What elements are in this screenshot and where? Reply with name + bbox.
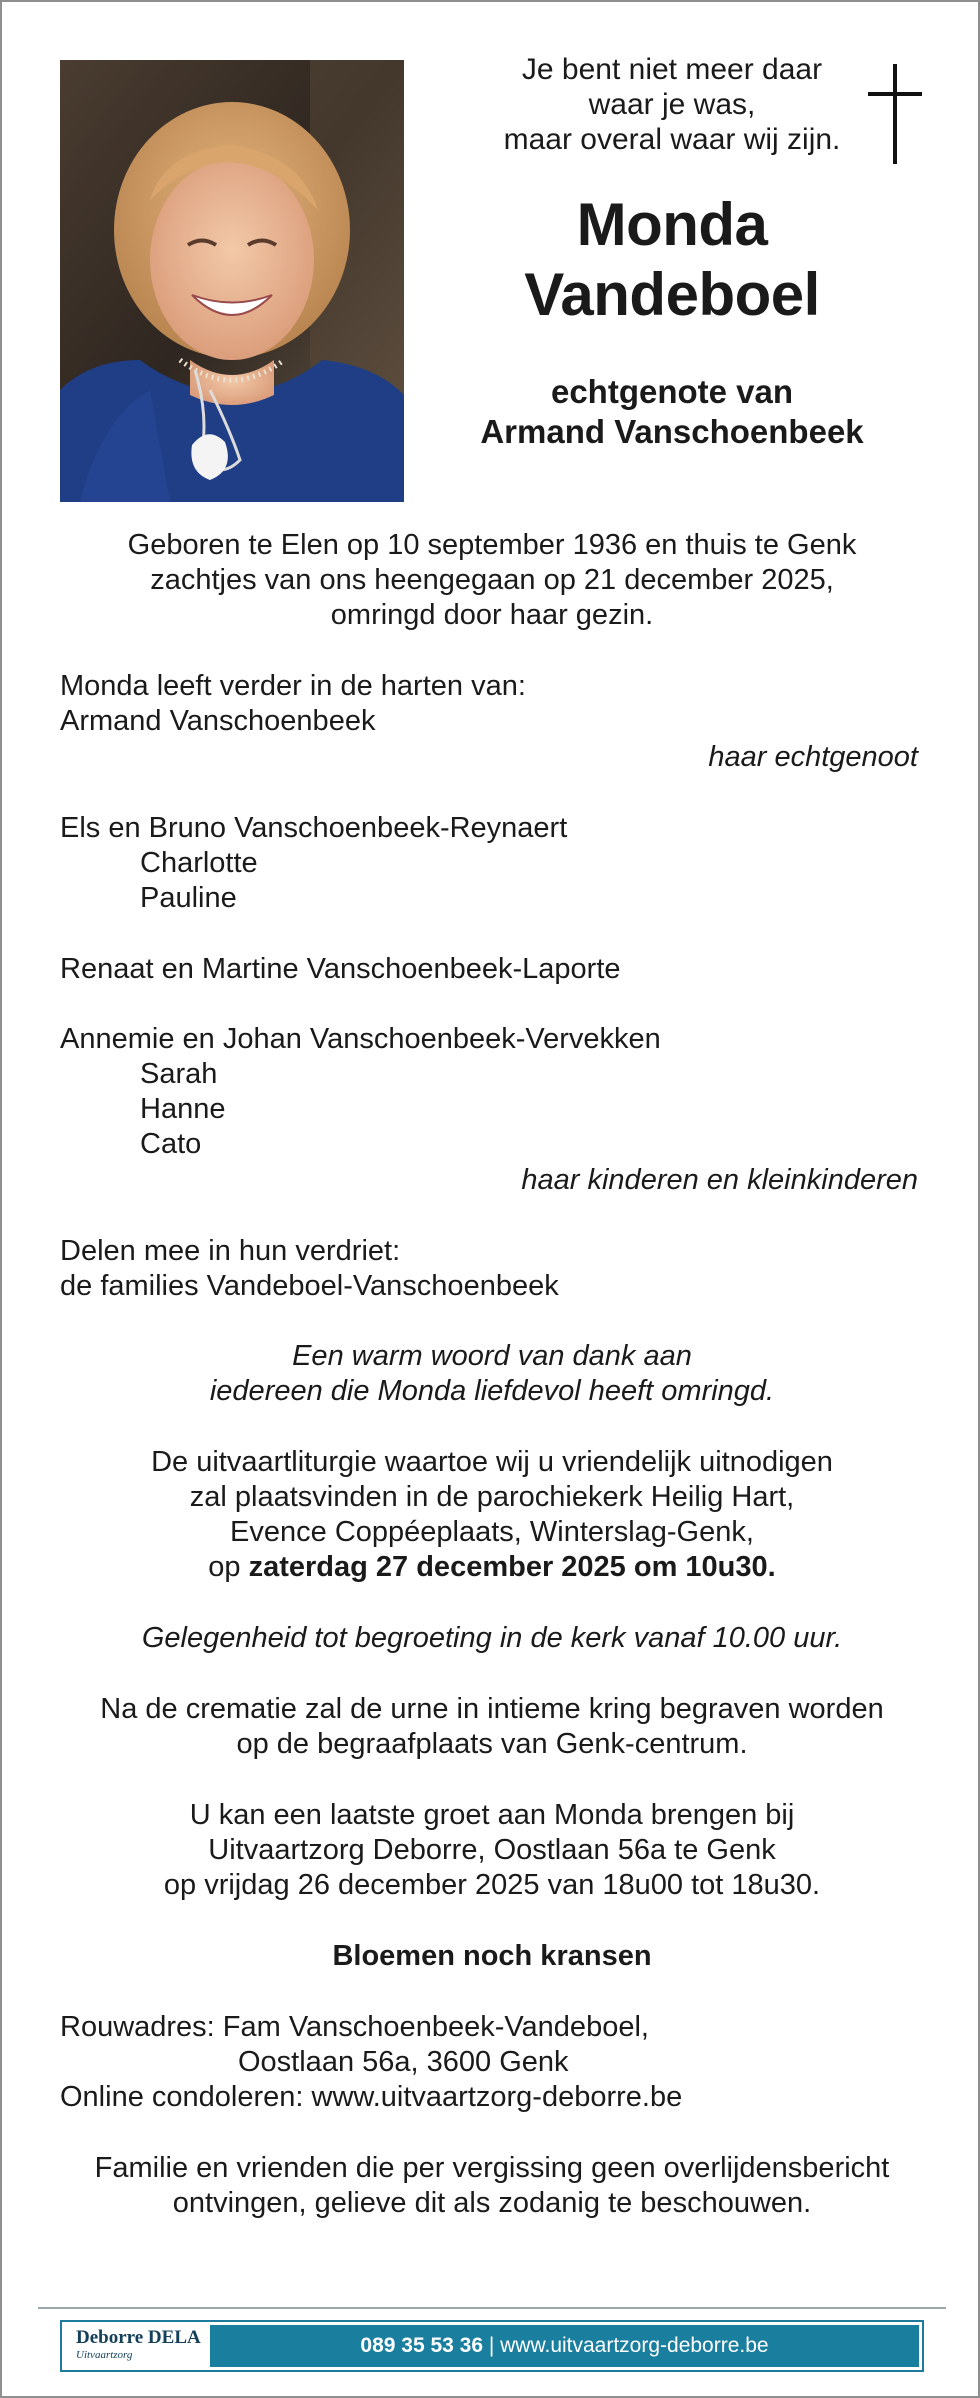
survivor-spouse: Armand Vanschoenbeek	[60, 705, 376, 737]
phone-number[interactable]: 089 35 53 36	[360, 2334, 484, 2357]
cremation-line: op de begraafplaats van Genk-centrum.	[236, 1728, 748, 1760]
address-line: Rouwadres: Fam Vanschoenbeek-Vandeboel,	[60, 2011, 649, 2043]
intro-line: Geboren te Elen op 10 september 1936 en thuis te Genk	[127, 529, 857, 561]
children-relation: haar kinderen en kleinkinderen	[521, 1164, 918, 1196]
website-link[interactable]: www.uitvaartzorg-deborre.be	[500, 2334, 769, 2357]
intro-line: zachtjes van ons heengegaan op 21 december 2025,	[150, 564, 834, 596]
survivors-heading: Monda leeft verder in de harten van:	[60, 670, 526, 702]
thanks-line: iedereen die Monda liefdevol heeft omringd.	[209, 1375, 775, 1407]
brand-name: Deborre DELA	[76, 2327, 201, 2348]
flowers-note: Bloemen noch kransen	[332, 1940, 652, 1972]
first-name: Monda	[576, 191, 768, 258]
funeral-line: zal plaatsvinden in de parochiekerk Heilig Hart,	[189, 1481, 795, 1513]
brand-subtitle: Uitvaartzorg	[76, 2349, 133, 2361]
intro-line: omringd door haar gezin.	[330, 599, 654, 631]
family-line: Annemie en Johan Vanschoenbeek-Vervekken	[60, 1023, 661, 1055]
notice-line: Familie en vrienden die per vergissing geen overlijdensbericht	[94, 2152, 890, 2184]
online-condolence: Online condoleren: www.uitvaartzorg-deborre.be	[60, 2081, 683, 2113]
quote	[472, 52, 872, 157]
family-line: Els en Bruno Vanschoenbeek-Reynaert	[60, 812, 568, 844]
funeral-date-bold: zaterdag 27 december 2025 om 10u30.	[248, 1551, 776, 1583]
thanks-line: Een warm woord van dank aan	[292, 1340, 692, 1372]
family-line: Renaat en Martine Vanschoenbeek-Laporte	[60, 953, 621, 985]
funeral-line: De uitvaartliturgie waartoe wij u vriendelijk uitnodigen	[151, 1446, 833, 1478]
cross-icon	[864, 64, 926, 164]
funeral-line: Evence Coppéeplaats, Winterslag-Genk,	[230, 1516, 754, 1548]
grandchild-name: Cato	[140, 1128, 202, 1160]
farewell-line: op vrijdag 26 december 2025 van 18u00 tot 18u30.	[163, 1869, 821, 1901]
spouse-label: echtgenote van	[550, 373, 794, 410]
spouse-block	[432, 372, 912, 452]
share-heading: Delen mee in hun verdriet:	[60, 1235, 401, 1267]
grandchild-name: Hanne	[140, 1093, 226, 1125]
portrait-image	[60, 60, 404, 502]
quote-line: maar overal waar wij zijn.	[503, 123, 841, 156]
spouse-name: Armand Vanschoenbeek	[480, 413, 864, 450]
cremation-line: Na de crematie zal de urne in intieme kring begraven worden	[100, 1693, 884, 1725]
grandchild-name: Sarah	[140, 1058, 218, 1090]
footer-divider	[38, 2307, 946, 2309]
quote-line: Je bent niet meer daar	[521, 53, 823, 86]
funeral-date-prefix: op	[208, 1551, 249, 1583]
funeral-home-banner	[60, 2320, 924, 2372]
farewell-line: U kan een laatste groet aan Monda brengen bij	[189, 1799, 795, 1831]
portrait-photo	[60, 60, 404, 502]
grandchild-name: Charlotte	[140, 847, 258, 879]
separator: |	[483, 2334, 501, 2357]
share-families: de families Vandeboel-Vanschoenbeek	[60, 1270, 559, 1302]
deceased-name	[462, 190, 882, 330]
greeting-line: Gelegenheid tot begroeting in de kerk vanaf 10.00 uur.	[141, 1622, 843, 1654]
last-name: Vandeboel	[524, 261, 820, 328]
grandchild-name: Pauline	[140, 882, 237, 914]
farewell-line: Uitvaartzorg Deborre, Oostlaan 56a te Genk	[208, 1834, 776, 1866]
address-line: Oostlaan 56a, 3600 Genk	[238, 2046, 569, 2078]
contact-bar	[210, 2325, 919, 2367]
spouse-relation: haar echtgenoot	[708, 741, 918, 773]
funeral-date	[60, 1550, 924, 1585]
quote-line: waar je was,	[588, 88, 756, 121]
notice-line: ontvingen, gelieve dit als zodanig te beschouwen.	[172, 2187, 812, 2219]
